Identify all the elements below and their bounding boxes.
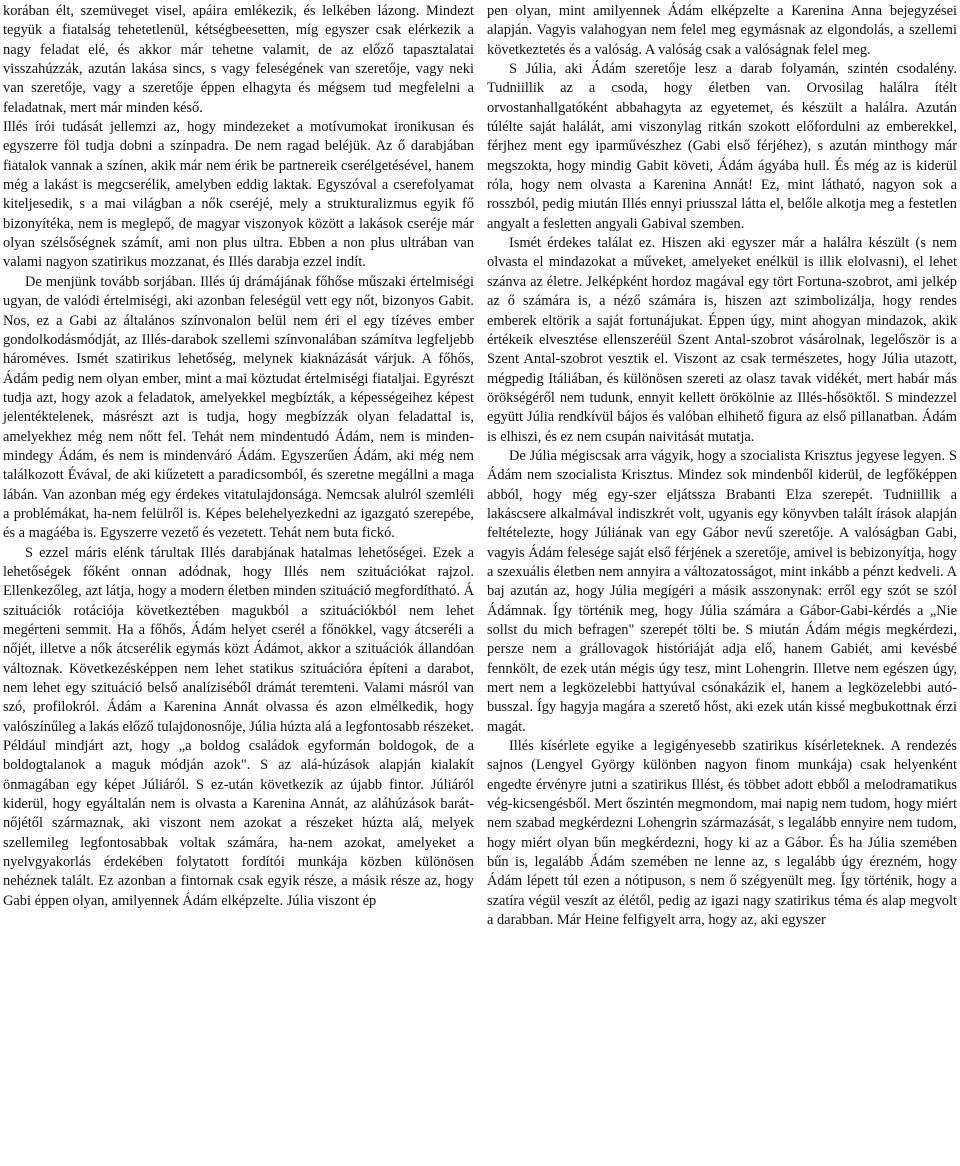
left-column bbox=[3, 2, 474, 911]
paragraph: S ezzel máris elénk tárultak Illés darabjának hatalmas lehetőségei. Ezek a lehetőségek főként onnan adódnak, hogy Illés nem szituációkat rajzol. Ellenkezőleg, azt látja, hogy a modern életben minden szituáció megfordítható. Á szituációk rotációja következtében magukból a szituációkból nem lehet megérteni semmit. Ha a főhős, Ádám helyet cserél a főnökkel, vagy átcseréli a nőjét, illetve a nők átcserélik egymás közt Ádámot, akkor a szituációk állandóan változnak. Következésképpen nem lehet statikus szituációra építeni a darabot, nem lehet egy szituáció belső analíziséből drámát teremteni. Valami másról van szó, profilokról. Ádám a Karenina Annát olvassa és azon elmélkedik, hogy valószínűleg a lakás előző tulajdonosnője, Júlia húzta alá a legfontosabb részeket. Például mindjárt azt, hogy „a boldog családok egyformán boldogok, de a boldogtalanok a maguk módján azok". S az alá-húzások alapján kialakít önmagában egy képet Júliáról. S ez-után következik az újabb fintor. Júliáról kiderül, hogy egyáltalán nem is olvasta a Karenina Annát, az aláhúzások barát-nőjétől származnak, aki viszont nem azokat a részeket húzta alá, melyek szellemileg legfontosabbak voltak számára, ha-nem azokat, amelyeket a nyelvgyakorlás érdekében folytatott fordítói munkája közben különösen nehéznek talált. Ez azonban a fintornak csak egyik része, a másik része az, hogy Gabi éppen olyan, amilyennek Ádám elképzelte. Júlia viszont ép bbox=[3, 544, 474, 909]
paragraph: De Júlia mégiscsak arra vágyik, hogy a szocialista Krisztus jegyese legyen. S Ádám nem szocialista Krisztus. Mindez sok mindenből kiderül, de legfőképpen abból, hogy még egy-szer eljátssza Brabanti Elza szerepét. Tudniillik a lakáscsere alkalmával indiszkrét volt, ugyanis egy könyvben talált írások alapján feltételezte, hogy Júliának van egy Gábor nevű szeretője. A valóságban Gabi, vagyis Ádám felesége saját első férjének a szeretője, amivel is bebizonyítja, hogy a szexuális életben nem annyira a változatosságot, mint inkább a pénzt kedveli. A baj azután az, hogy Júlia megígéri a másik asszonynak: erről egy szót se szól Ádámnak. Így történik meg, hogy Júlia számára a Gábor-Gabi-kérdés a „Nie sollst du mich befragen" szerepét tölti be. S miután Ádám mégis megkérdezi, persze nem a grállovagok históriáját adja elő, hanem Gabiét, ami kevésbé fennkölt, de ezek után mégis úgy tesz, mint Lohengrin. Illetve nem egészen úgy, mert nem a legközelebbi hattyúval csónakázik el, hanem a legközelebbi autó-busszal. Így hagyja magára a szerető hőst, aki ezek után kissé megbukottnak érzi magát. bbox=[487, 447, 957, 735]
paragraph: S Júlia, aki Ádám szeretője lesz a darab folyamán, szintén csodalény. Tudniillik az a csoda, hogy életben van. Orvosilag halálra ítélt orvostanhallgatóként abbahagyta az egyetemet, és készült a halálra. Azután túlélte saját halálát, ami viszonylag ritkán szokott előfordulni az emberekkel, férjhez ment egy iparművészhez (Gabi első férjéhez), s azután minthogy már megszokta, hogy mindig Gabit követi, Ádám ágyába hull. És még az is kiderül róla, hogy nem olvasta a Karenina Annát! Ez, mint látható, nagyon sok a rosszból, pedig miután Illés ennyi priusszal látta el, belőle alkotja meg a festetlen angyalt a fesletten angyali Gabival szemben. bbox=[487, 61, 957, 232]
paragraph: Illés kísérlete egyike a legigényesebb szatirikus kísérleteknek. A rendezés sajnos (Lengyel György különben nagyon finom munkája) csak helyenként engedte érvényre jutni a szatirikus Illést, és többet adott ebből a melodramatikus vég-kicsengésből. Mert őszintén megmondom, mai napig nem tudom, hogy miért nem szabad megkérdezni Lohengrin származását, s legalább ennyire nem tudom, hogy miért olyan bűn megkérdezni, hogy ki az a Gábor. És ha Júlia szemében bűn is, legalább Ádám szemében ne lenne az, s legalább úgy érezném, hogy Ádám lépett túl ezen a nótipuson, s nem ő szégyenült meg. Így történik, hogy a szatíra végül veszít az élétől, pedig az igazi nagy szatirikus téma és alap megvolt a darabban. Már Heine felfigyelt arra, hogy az, aki egyszer bbox=[487, 738, 957, 929]
paragraph: pen olyan, mint amilyennek Ádám elképzelte a Karenina Anna bejegyzései alapján. Vagyis valahogyan nem felel meg egymásnak az elgondolás, a szellemi következtetés és a valóság. A valóság csak a valóságnak felel meg. bbox=[487, 3, 957, 58]
paragraph: korában élt, szemüveget visel, apáira emlékezik, és lelkében lázong. Mindezt tegyük a fiatalság tehetetlenül, kétségbeesetten, míg egyszer csak elérkezik a nagy feladat elé, és akkor már tehetne valamit, de az előző tapasztalatai visszahúzzák, azután lakása sincs, s vagy feleségének van szeretője, vagy neki van szeretője, vagy a szeretője éppen elhagyta és mégsem tud megfelelni a feladatnak, mert már minden késő. bbox=[3, 3, 474, 116]
paragraph: Illés írói tudását jellemzi az, hogy mindezeket a motívumokat ironikusan és egyszerre föl tudja dobni a színpadra. De nem ragad beléjük. Az ő darabjában fiatalok vannak a színen, akik már nem érik be partnereik cserélgetésével, hanem még a lakást is megcserélik, amelyben eddig laktak. Egyszóval a cserefolyamat kiteljesedik, s a mai világban a nők cseréjé, mely a strukturalizmus egyik fő bizonyítéka, nem is meglepő, de magyar viszonyok között a lakások cseréje már olyan szélsőségnek számít, ami non plus ultra. Ebben a non plus ultrában van valami nagyon szatirikus mozzanat, és Illés darabja ezzel indít. bbox=[3, 119, 474, 271]
right-column bbox=[487, 2, 957, 931]
paragraph: De menjünk tovább sorjában. Illés új drámájának főhőse műszaki értelmiségi ugyan, de valódi értelmiségi, aki azonban feleségül vett egy nőt, bizonyos Gabit. Nos, ez a Gabi az általános színvonalon belül nem éri el egy tízéves ember gondolkodásmódját, az Illés-darabok szellemi színvonalában számítva legfeljebb hároméves. Ismét szatirikus lehetőség, melynek kiaknázását várjuk. A főhős, Ádám pedig nem olyan ember, mint a mai köztudat értelmiségi fiataljai. Egyrészt tudja azt, hogy azok a feladatok, amelyekkel megbízták, a képességeihez képest jelentéktelenek, másrészt azt is tudja, hogy megbízzák olyan feladattal is, amelyekhez még nem nőtt fel. Tehát nem mindentudó Ádám, nem is minden-mindegy Ádám, és nem is mindenváró Ádám. Egyszerűen Ádám, aki még nem találkozott Évával, de aki kiűzetett a paradicsomból, és szeretne megállni a maga lábán. Van azonban még egy érdekes vitatulajdonsága. Nemcsak alulról szemléli a problémákat, ha-nem felülről is. Képes belehelyezkedni az igazgató szerepébe, és a magáéba is. Egyszerre vezető és vezetett. Tehát nem buta fickó. bbox=[3, 273, 474, 542]
paragraph: Ismét érdekes találat ez. Hiszen aki egyszer már a halálra készült (s nem olvasta el mindazokat a műveket, amelyeket enélkül is illik elolvasni), el lehet szánva az életre. Jelképként hordoz magával egy tört Fortuna-szobrot, ami jelkép az ő számára is, a néző számára is, hiszen azt szimbolizálja, hogy rendes emberek eltörik a saját fortunájukat. Éppen úgy, mint ahogyan mindazok, akik értékeik elvesztése ellenszeréül Szent Antal-szobrot vásárolnak, legelőször is a Szent Antal-szobrot vesztik el. Viszont az csak természetes, hogy Júlia utazott, mégpedig Itáliában, és különösen szereti az olasz tavak vidékét, mert habár más örökségéről nem tudunk, ennyit kellett örökölnie az Illés-hősöktől. S mindezzel együtt Júlia rendkívül bájos és valóban elhihető figura az első pillanatban. Ádám is elhiszi, és ez nem csupán naivitását mutatja. bbox=[487, 235, 957, 445]
